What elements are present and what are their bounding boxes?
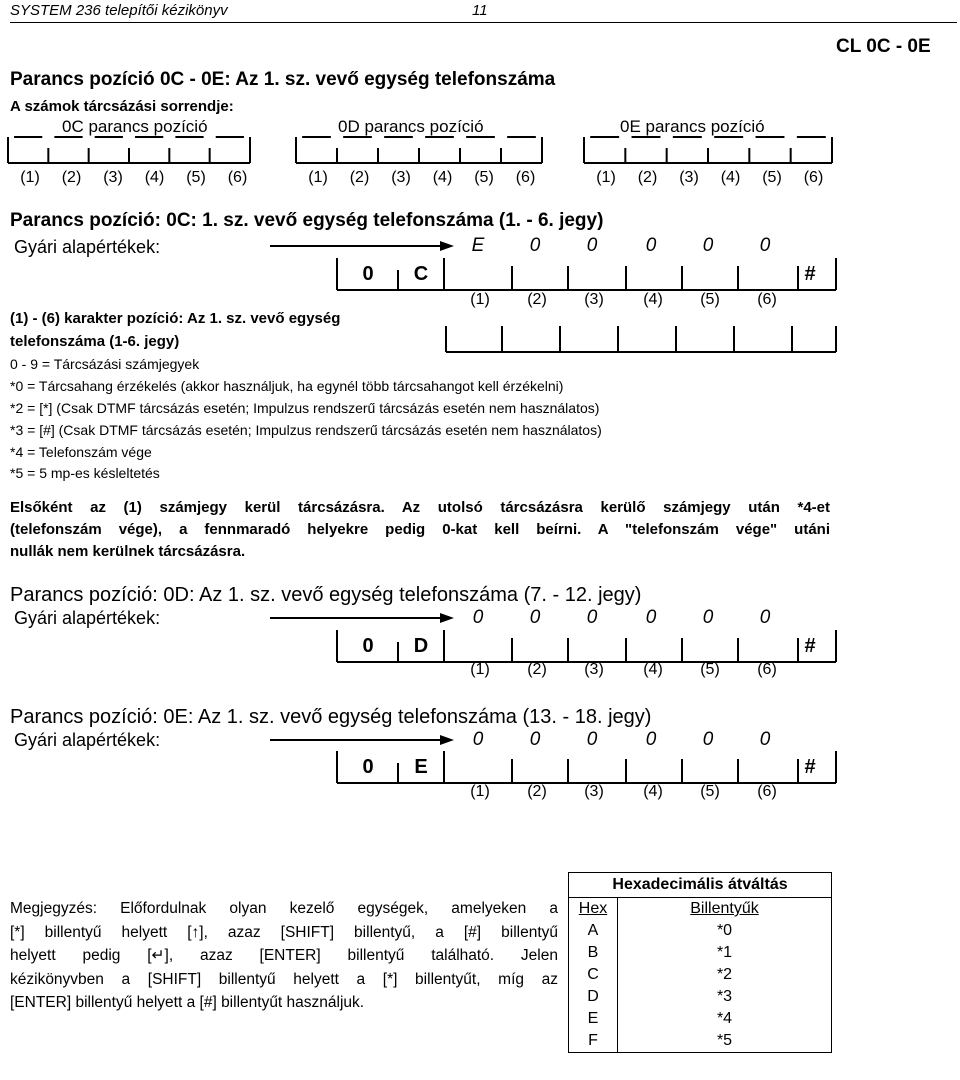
default-value: 0 — [759, 607, 771, 628]
position-label: (3) — [103, 169, 123, 186]
key-cell: *0 — [618, 920, 832, 942]
note-line: [ENTER] billentyű helyett a [#] billentyűt használjuk. — [10, 994, 365, 1011]
note-line: Megjegyzés: Előfordulnak olyan kezelő egységek, amelyeken a — [10, 900, 558, 917]
group-label-0e: 0E parancs pozíció — [620, 117, 765, 136]
key-cell: *1 — [618, 942, 832, 964]
default-value: 0 — [759, 729, 771, 750]
default-value: 0 — [759, 235, 771, 256]
group-label-0d: 0D parancs pozíció — [338, 117, 484, 136]
default-value: 0 — [702, 607, 714, 628]
arrow-head-icon — [440, 735, 454, 745]
hex-cell: C — [569, 964, 618, 986]
position-label: (5) — [474, 169, 494, 186]
note-line: helyett pedig [↵], azaz [ENTER] billentyű található. Jelen — [10, 947, 558, 964]
paragraph-line: nullák nem kerülnek tárcsázásra. — [10, 543, 246, 560]
hex-cell: F — [569, 1030, 618, 1053]
position-label: (2) — [349, 169, 370, 186]
default-value: 0 — [472, 729, 484, 750]
end-marker: # — [804, 262, 816, 285]
legend-line: *2 = [*] (Csak DTMF tárcsázás esetén; Impulzus rendszerű tárcsázás esetén nem használatos) — [10, 400, 600, 416]
sec-0c-title: Parancs pozíció: 0C: 1. sz. vevő egység telefonszáma (1. - 6. jegy) — [10, 210, 604, 231]
key-cell: *2 — [618, 964, 832, 986]
position-label: (2) — [527, 291, 547, 308]
sec-0d-defaults-label: Gyári alapértékek: — [14, 608, 161, 628]
position-label: (6) — [515, 169, 536, 186]
position-label: (2) — [527, 783, 547, 800]
default-value: 0 — [586, 729, 598, 750]
command-digit-2: C — [413, 262, 429, 285]
position-label: (6) — [803, 169, 824, 186]
intro-title: Parancs pozíció 0C - 0E: Az 1. sz. vevő egység telefonszáma — [10, 69, 556, 90]
end-marker: # — [804, 634, 816, 657]
position-label: (3) — [679, 169, 699, 186]
position-label: (3) — [584, 783, 604, 800]
sec-0e-defaults-label: Gyári alapértékek: — [14, 730, 161, 750]
position-label: (3) — [584, 661, 604, 678]
legend-line: *5 = 5 mp-es késleltetés — [10, 465, 160, 481]
default-value: 0 — [645, 729, 657, 750]
position-label: (4) — [432, 169, 453, 186]
default-value: 0 — [645, 235, 657, 256]
section-tag: CL 0C - 0E — [836, 36, 931, 57]
hex-cell: D — [569, 986, 618, 1008]
position-label: (6) — [757, 291, 777, 308]
position-label: (4) — [643, 661, 663, 678]
position-label: (1) — [470, 291, 490, 308]
position-label: (4) — [643, 783, 663, 800]
default-value: 0 — [529, 607, 541, 628]
default-value: E — [471, 235, 485, 256]
legend-line: *3 = [#] (Csak DTMF tárcsázás esetén; Impulzus rendszerű tárcsázás esetén nem használatos) — [10, 422, 602, 438]
dialing-paragraph — [10, 497, 830, 563]
order-label: A számok tárcsázási sorrendje: — [10, 98, 234, 115]
sec-0c-defaults-label: Gyári alapértékek: — [14, 237, 161, 257]
position-label: (5) — [700, 783, 720, 800]
position-label: (1) — [470, 783, 490, 800]
position-label: (1) — [596, 169, 616, 186]
legend-line: *4 = Telefonszám vége — [10, 444, 152, 460]
position-label: (3) — [584, 291, 604, 308]
key-cell: *4 — [618, 1008, 832, 1030]
arrow-head-icon — [440, 241, 454, 251]
end-marker: # — [804, 755, 816, 778]
key-col-header: Billentyűk — [618, 898, 832, 921]
default-value: 0 — [702, 729, 714, 750]
paragraph-line: Elsőként az (1) számjegy kerül tárcsázásra. Az utolsó tárcsázásra kerülő számjegy után *4-et — [10, 499, 830, 516]
key-cell: *3 — [618, 986, 832, 1008]
default-value: 0 — [586, 607, 598, 628]
position-label: (5) — [700, 291, 720, 308]
command-digit-1: 0 — [362, 634, 374, 657]
arrow-head-icon — [440, 613, 454, 623]
default-value: 0 — [702, 235, 714, 256]
command-digit-1: 0 — [362, 755, 374, 778]
position-label: (6) — [757, 661, 777, 678]
position-label: (6) — [757, 783, 777, 800]
position-label: (3) — [391, 169, 411, 186]
position-label: (1) — [470, 661, 490, 678]
note-block — [10, 897, 558, 1015]
sec-0c-desc-line1: (1) - (6) karakter pozíció: Az 1. sz. vevő egység — [10, 310, 341, 327]
sec-0c-desc-line2: telefonszáma (1-6. jegy) — [10, 333, 180, 350]
legend-line: *0 = Tárcsahang érzékelés (akkor használjuk, ha egynél több tárcsahangot kell érzékelni) — [10, 378, 564, 394]
command-digit-1: 0 — [362, 262, 374, 285]
hex-table — [568, 872, 832, 1053]
position-label: (5) — [186, 169, 206, 186]
default-value: 0 — [586, 235, 598, 256]
position-label: (4) — [720, 169, 741, 186]
sec-0d-title: Parancs pozíció: 0D: Az 1. sz. vevő egység telefonszáma (7. - 12. jegy) — [10, 584, 642, 606]
position-label: (4) — [144, 169, 165, 186]
hex-col-header: Hex — [569, 898, 618, 921]
sec-0e-title: Parancs pozíció: 0E: Az 1. sz. vevő egység telefonszáma (13. - 18. jegy) — [10, 706, 652, 728]
manual-title: SYSTEM 236 telepítői kézikönyv — [10, 2, 228, 19]
default-value: 0 — [529, 235, 541, 256]
legend-line: 0 - 9 = Tárcsázási számjegyek — [10, 356, 200, 372]
hex-cell: E — [569, 1008, 618, 1030]
default-value: 0 — [645, 607, 657, 628]
key-cell: *5 — [618, 1030, 832, 1053]
position-label: (2) — [61, 169, 82, 186]
position-label: (2) — [637, 169, 658, 186]
note-line: [*] billentyű helyett [↑], azaz [SHIFT] billentyű, a [#] billentyű — [10, 923, 558, 941]
position-label: (1) — [308, 169, 328, 186]
page-number: 11 — [472, 2, 488, 19]
hex-table-title: Hexadecimális átváltás — [569, 873, 832, 898]
position-label: (6) — [227, 169, 248, 186]
position-label: (1) — [20, 169, 40, 186]
position-label: (5) — [700, 661, 720, 678]
default-value: 0 — [472, 607, 484, 628]
position-label: (4) — [643, 291, 663, 308]
position-label: (5) — [762, 169, 782, 186]
hex-cell: B — [569, 942, 618, 964]
position-label: (2) — [527, 661, 547, 678]
command-digit-2: D — [413, 634, 429, 657]
group-label-0c: 0C parancs pozíció — [62, 117, 208, 136]
hex-cell: A — [569, 920, 618, 942]
note-line: kézikönyvben a [SHIFT] billentyű helyett a [*] billentyűt, míg az — [10, 970, 558, 988]
default-value: 0 — [529, 729, 541, 750]
command-digit-2: E — [414, 755, 428, 778]
paragraph-line: (telefonszám vége), a fennmaradó helyekre pedig 0-kat kell beírni. A "telefonszám vége" utáni — [10, 521, 830, 538]
